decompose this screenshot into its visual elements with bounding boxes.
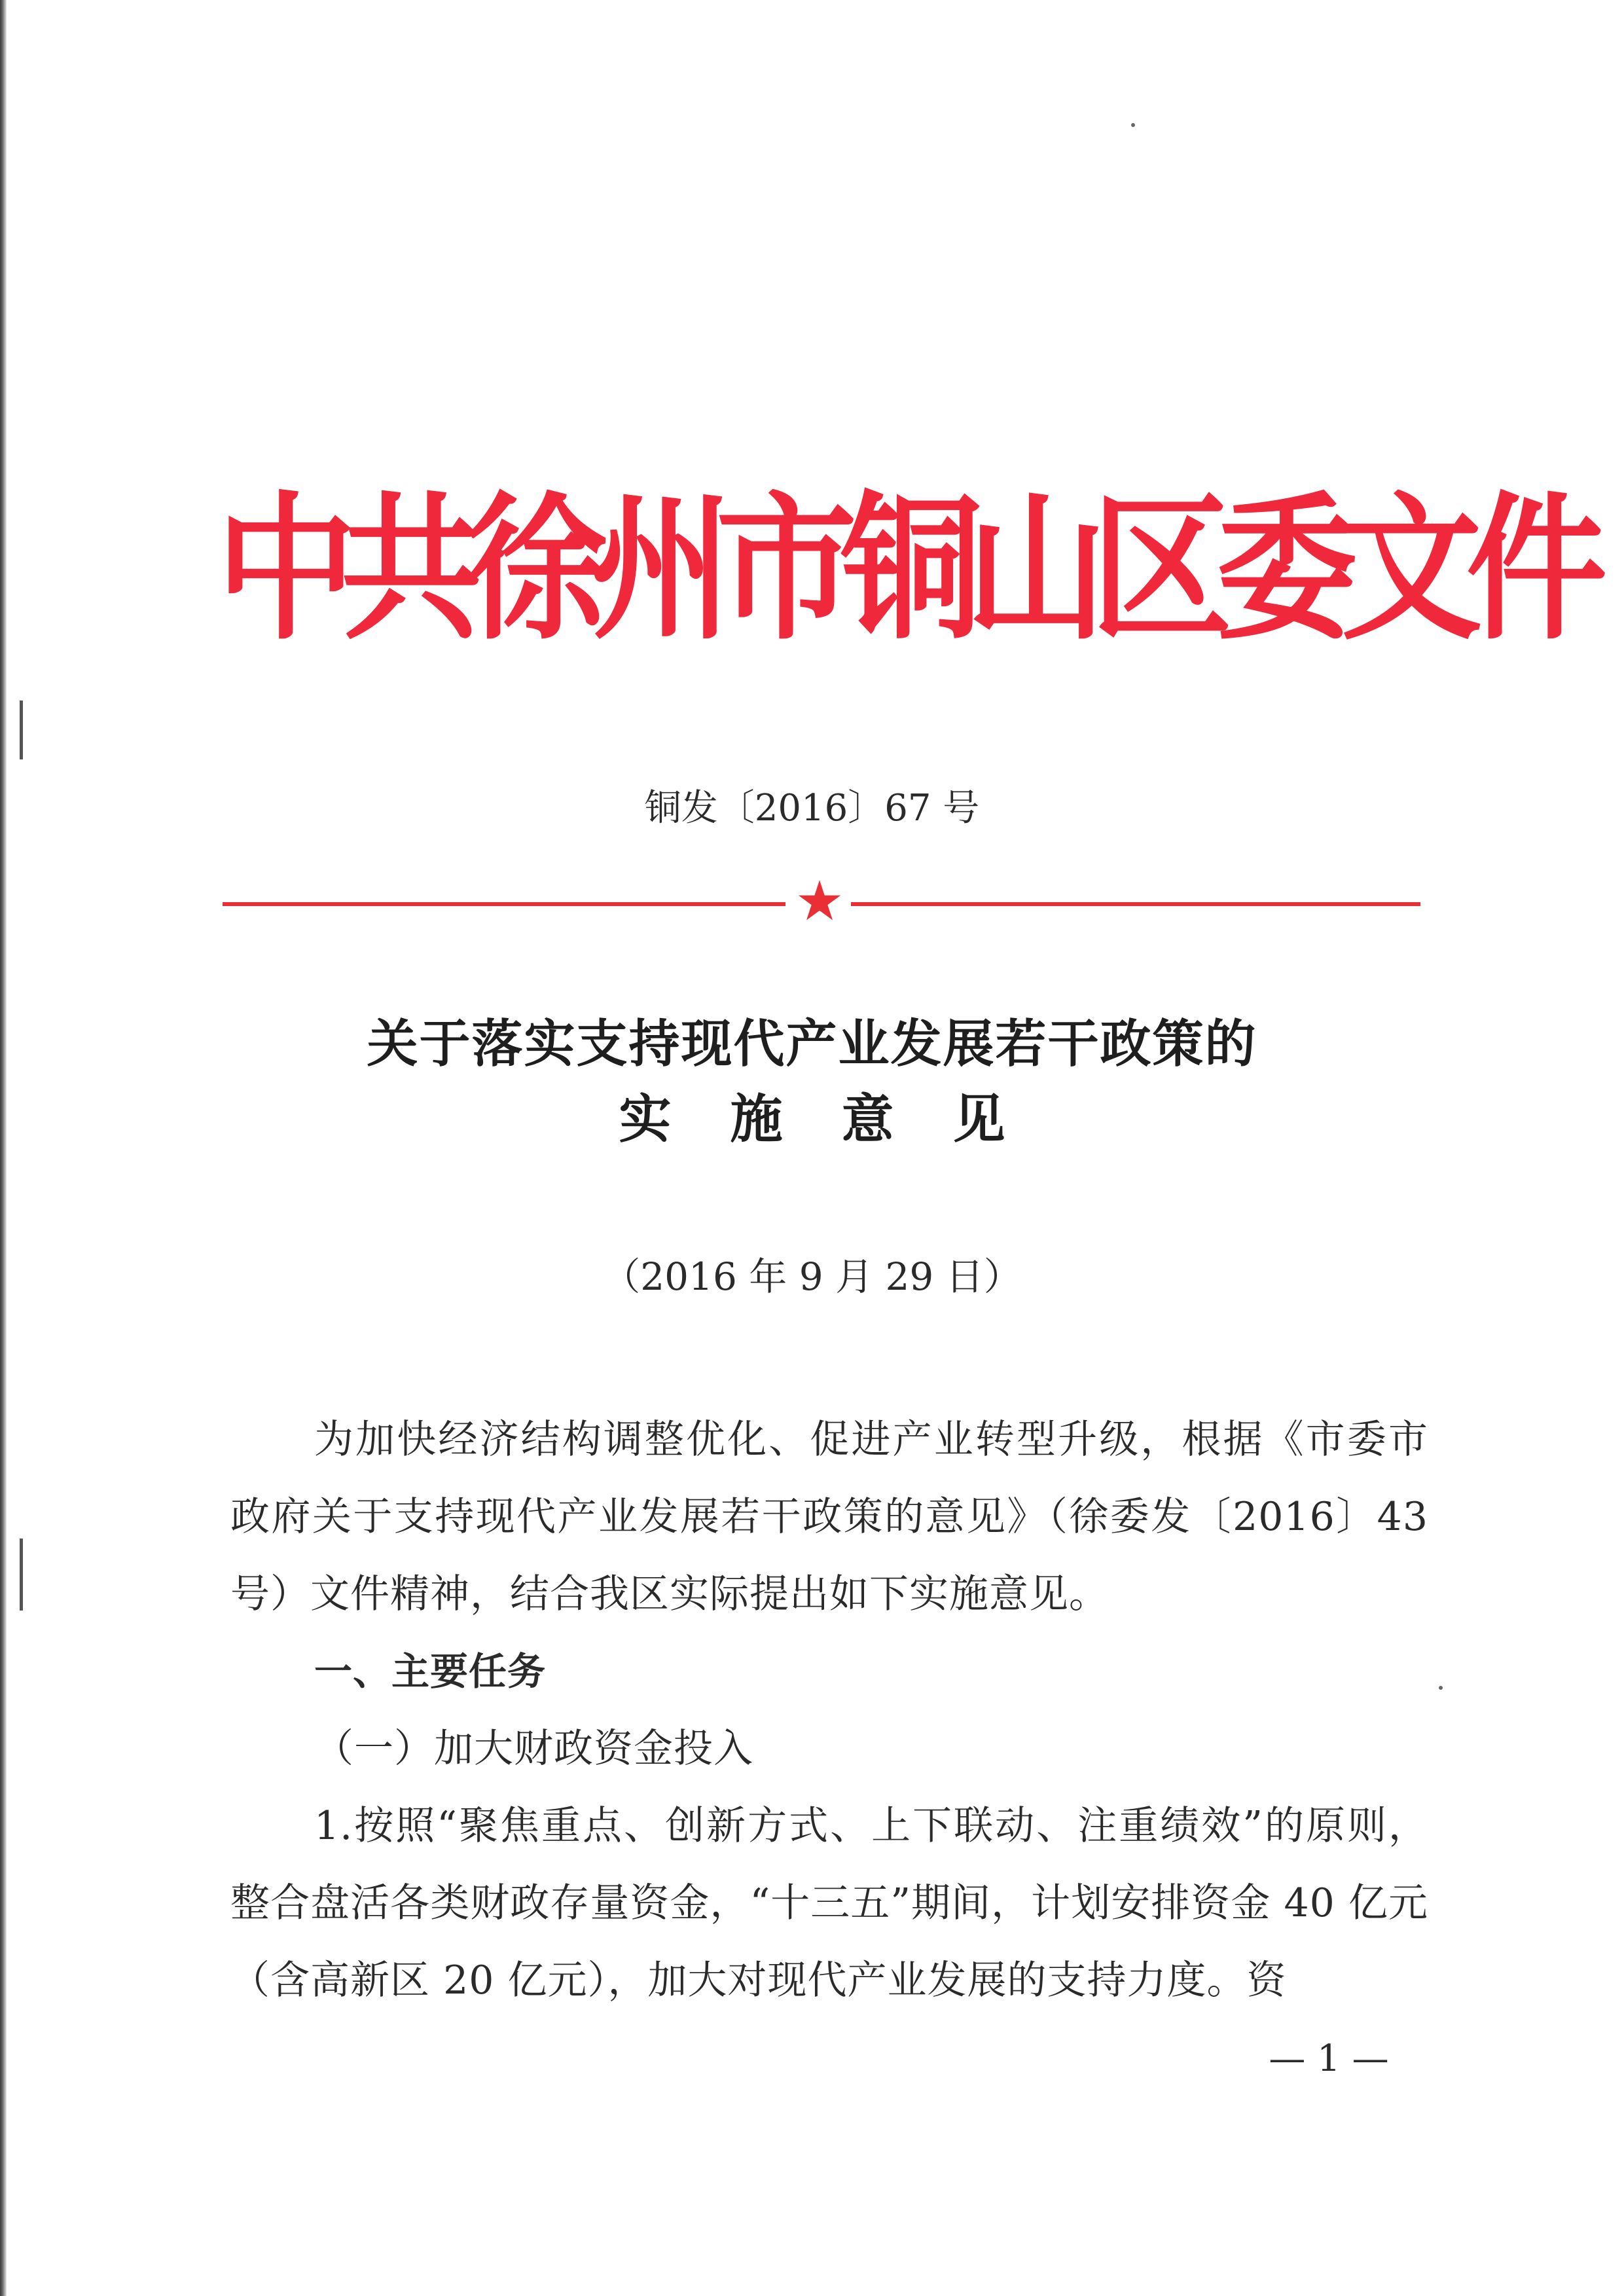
section-heading: 一、主要任务 — [314, 1649, 547, 1694]
scan-speck — [1131, 123, 1135, 127]
intro-paragraph: 为加快经济结构调整优化、促进产业转型升级，根据《市委市政府关于支持现代产业发展若干政策的意见》（徐委发〔2016〕43 号）文件精神，结合我区实际提出如下实施意见。 — [230, 1417, 1428, 1617]
scan-mark — [20, 1539, 23, 1611]
page-number: — 1 — — [1269, 2037, 1389, 2080]
scan-mark — [20, 701, 23, 759]
document-number: 铜发〔2016〕67 号 — [644, 787, 980, 829]
document-date: （2016 年 9 月 29 日） — [602, 1254, 1022, 1299]
scan-speck — [1439, 1686, 1443, 1690]
document-body — [230, 1401, 1428, 2019]
star-icon: ★ — [795, 869, 844, 933]
issuer-red-header: 中共徐州市铜山区委文件 — [216, 477, 1591, 661]
subsection-heading: （一）加大财政资金投入 — [314, 1726, 753, 1772]
red-separator-right — [851, 902, 1420, 906]
document-title-line2: 实施意见 — [619, 1089, 1064, 1150]
red-separator-left — [223, 902, 785, 906]
document-title-line1: 关于落实支持现代产业发展若干政策的 — [367, 1015, 1257, 1074]
item-paragraph: 1.按照“聚焦重点、创新方式、上下联动、注重绩效”的原则，整合盘活各类财政存量资金，“十三五”期间，计划安排资金 40 亿元（含高新区 20 亿元），加大对现代产业发展的支持力度。资 — [230, 1803, 1428, 2003]
